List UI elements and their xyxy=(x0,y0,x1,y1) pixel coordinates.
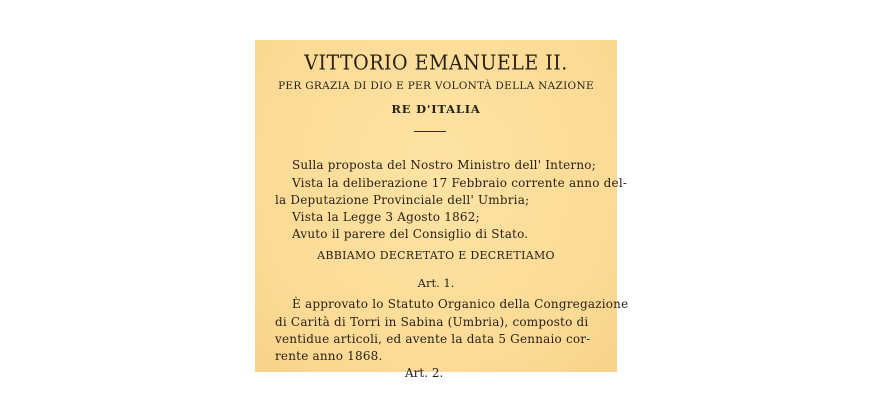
article-line: È approvato lo Statuto Organico della Congregazione xyxy=(292,297,629,311)
preamble-line: Vista la deliberazione 17 Febbraio corrente anno del- xyxy=(292,176,628,190)
decree-heading: ABBIAMO DECRETATO E DECRETIAMO xyxy=(317,249,555,262)
preamble-line: Avuto il parere del Consiglio di Stato. xyxy=(292,227,529,241)
separator-rule xyxy=(414,131,446,132)
preamble-line: Sulla proposta del Nostro Ministro dell' Interno; xyxy=(292,158,596,172)
king-title: RE D'ITALIA xyxy=(391,102,481,116)
decree-subtitle: PER GRAZIA DI DIO E PER VOLONTÀ DELLA NAZIONE xyxy=(278,80,594,92)
next-article-heading-cut: Art. 2. xyxy=(405,366,444,380)
preamble-line: la Deputazione Provinciale dell' Umbria; xyxy=(275,193,530,207)
article-heading: Art. 1. xyxy=(417,276,455,290)
article-line: ventidue articoli, ed avente la data 5 Gennaio cor- xyxy=(275,332,591,346)
preamble-line: Vista la Legge 3 Agosto 1862; xyxy=(292,210,480,224)
article-line: di Carità di Torri in Sabina (Umbria), composto di xyxy=(275,315,589,329)
decree-title: VITTORIO EMANUELE II. xyxy=(304,50,568,76)
document-page xyxy=(255,40,629,380)
article-line: rente anno 1868. xyxy=(275,349,383,363)
